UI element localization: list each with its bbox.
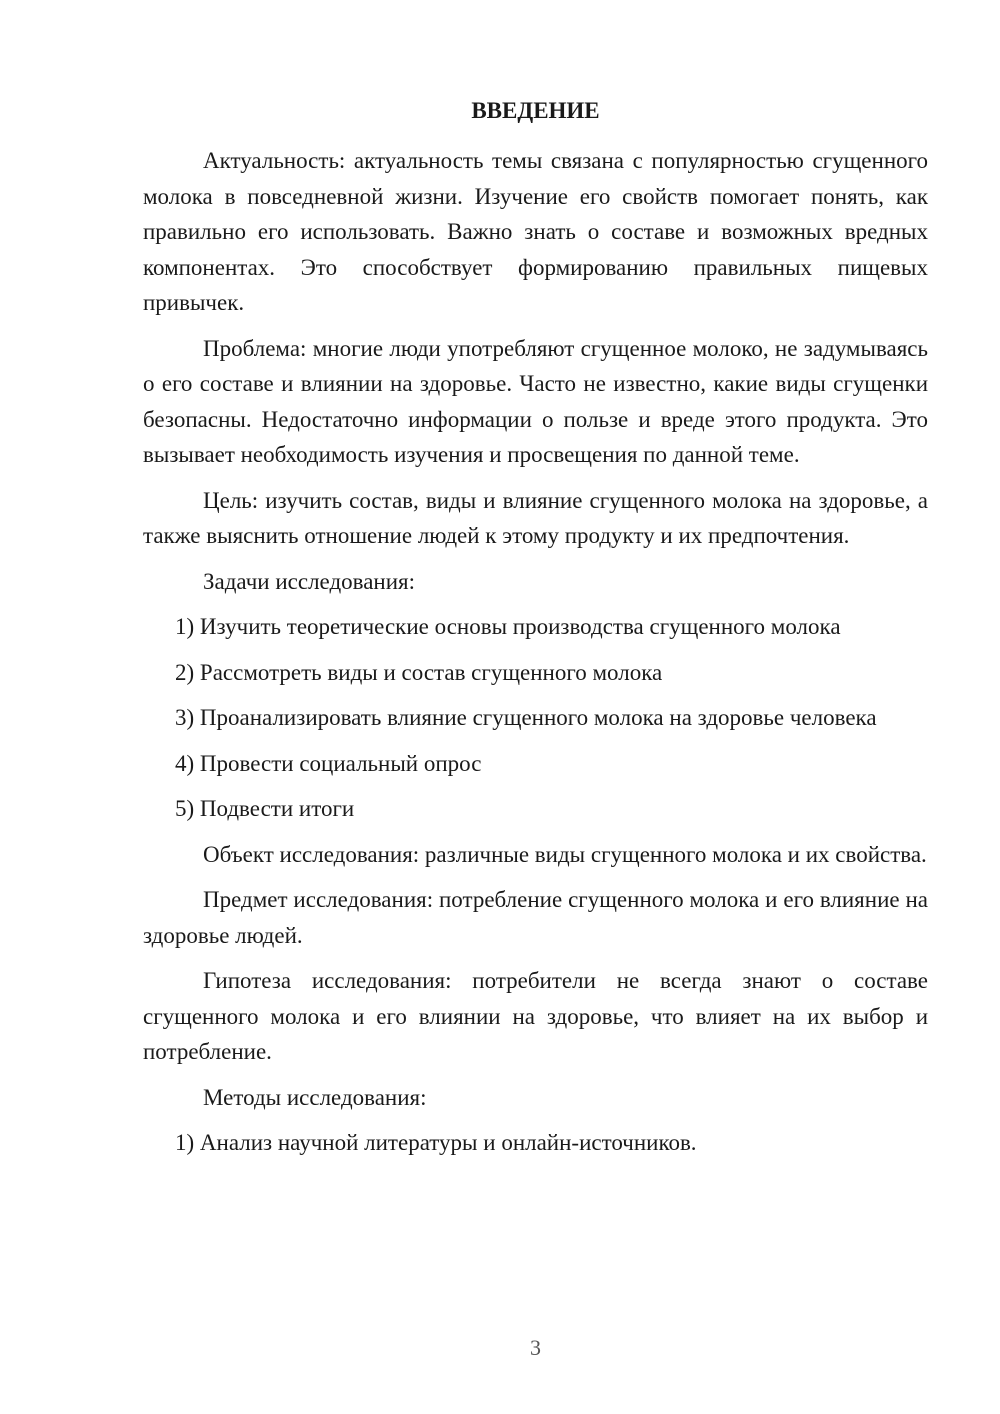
task-item: 3) Проанализировать влияние сгущенного молока на здоровье человека: [175, 705, 877, 730]
tasks-heading: Задачи исследования:: [203, 568, 416, 594]
task-item: 5) Подвести итоги: [175, 796, 355, 821]
object-paragraph: Объект исследования: различные виды сгущенного молока и их свойства.: [203, 841, 927, 867]
section-title: ВВЕДЕНИЕ: [471, 98, 600, 123]
method-item: 1) Анализ научной литературы и онлайн-источников.: [175, 1130, 697, 1155]
task-item: 2) Рассмотреть виды и состав сгущенного молока: [175, 659, 663, 685]
page-number: 3: [530, 1335, 541, 1360]
task-item: 4) Провести социальный опрос: [175, 750, 482, 776]
document-page: [143, 0, 928, 1414]
document-body: [143, 143, 928, 1171]
methods-heading: Методы исследования:: [203, 1084, 427, 1110]
subject-paragraph: Предмет исследования: потребление сгущенного молока и его влияние на здоровье людей.: [143, 887, 928, 948]
goal-paragraph: Цель: изучить состав, виды и влияние сгущенного молока на здоровье, а также выяснить отношение людей к этому продукту и их предпочтения.: [143, 487, 928, 548]
relevance-paragraph: Актуальность: актуальность темы связана с популярностью сгущенного молока в повседневной жизни. Изучение его свойств помогает понять, как правильно его использовать. Важно знать о составе и возможных вредных компонентах. Это способствует формированию правильных пищевых привычек.: [143, 148, 928, 315]
hypothesis-paragraph: Гипотеза исследования: потребители не всегда знают о составе сгущенного молока и его влиянии на здоровье, что влияет на их выбор и потребление.: [143, 968, 928, 1064]
problem-paragraph: Проблема: многие люди употребляют сгущенное молоко, не задумываясь о его составе и влиянии на здоровье. Часто не известно, какие виды сгущенки безопасны. Недостаточно информации о пользе и вреде этого продукта. Это вызывает необходимость изучения и просвещения по данной теме.: [143, 335, 928, 467]
task-item: 1) Изучить теоретические основы производства сгущенного молока: [175, 614, 841, 639]
